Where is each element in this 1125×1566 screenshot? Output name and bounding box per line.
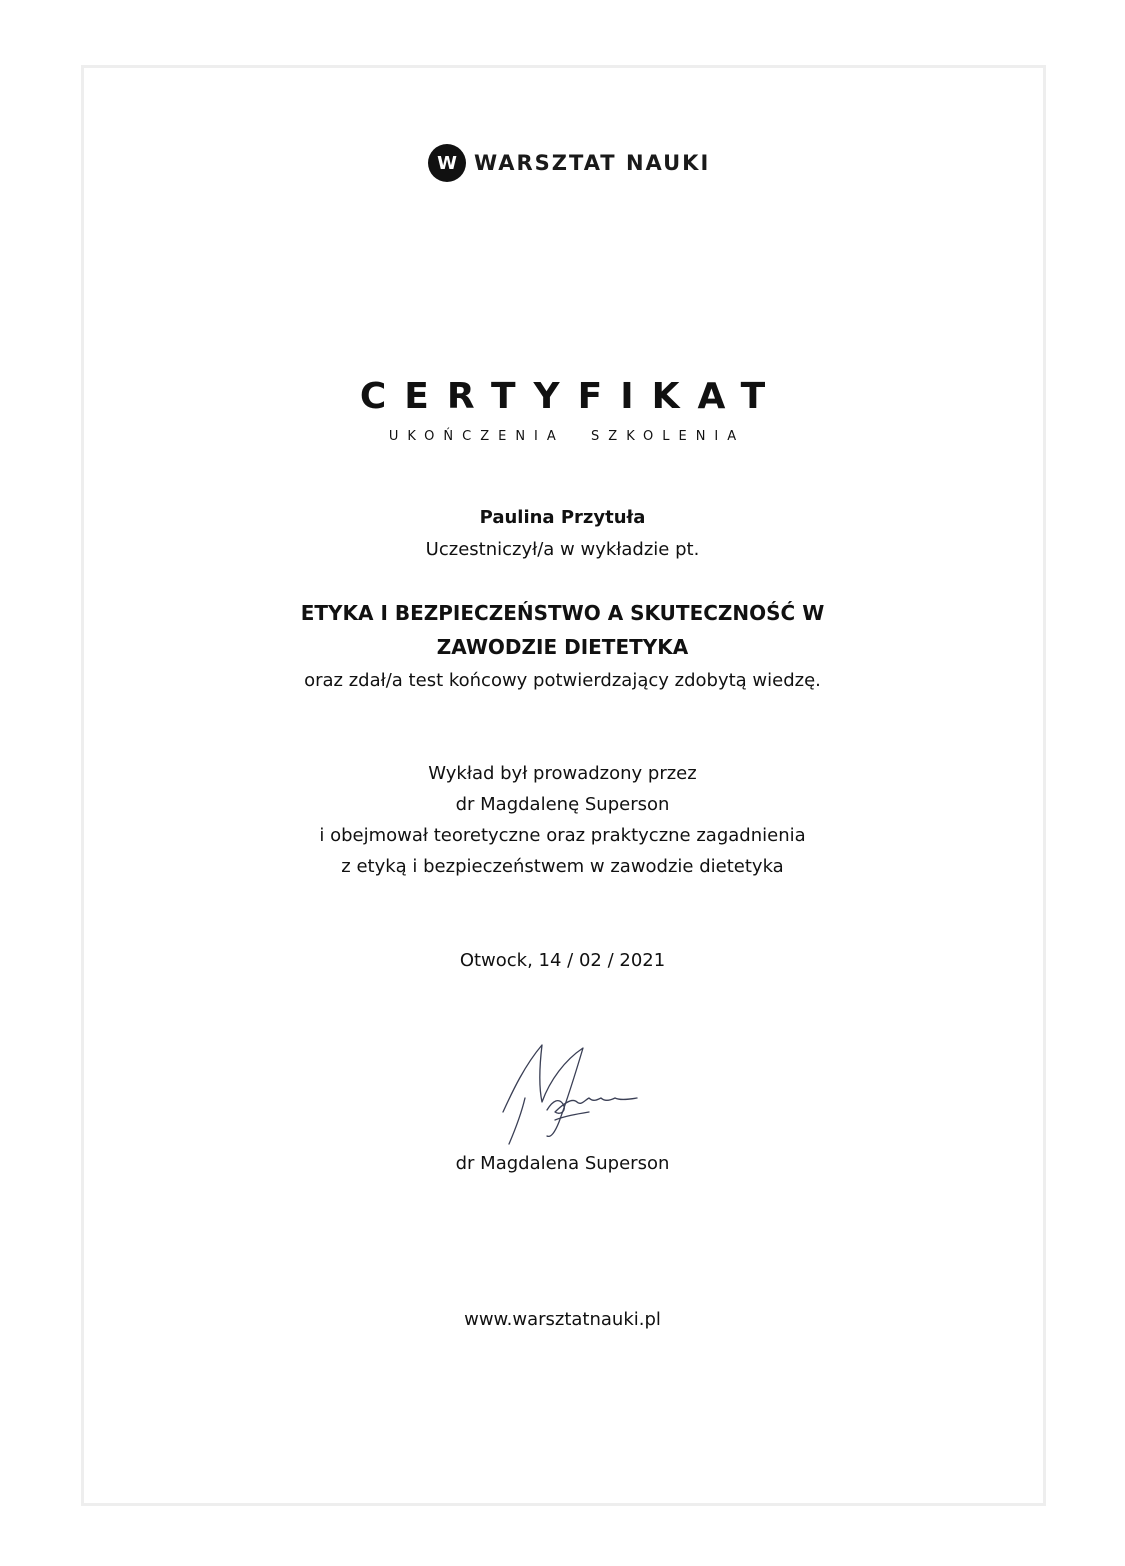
place-date: Otwock, 14 / 02 / 2021 <box>459 950 666 971</box>
lecturer-name: dr Magdalenę Superson <box>455 794 670 815</box>
participated-line: Uczestniczył/a w wykładzie pt. <box>425 539 700 560</box>
handwritten-signature <box>495 1040 645 1150</box>
passed-line: oraz zdał/a test końcowy potwierdzający zdobytą wiedzę. <box>304 670 821 691</box>
course-title-line-2: ZAWODZIE DIETETYKA <box>436 635 689 659</box>
course-title <box>0 596 1125 664</box>
website-url[interactable]: www.warsztatnauki.pl <box>464 1309 661 1330</box>
scope-line-2: z etyką i bezpieczeństwem w zawodzie dietetyka <box>341 856 784 877</box>
signatory-name: dr Magdalena Superson <box>455 1153 670 1174</box>
scope-line-1: i obejmował teoretyczne oraz praktyczne zagadnienia <box>319 825 806 846</box>
brand-logo <box>428 144 710 182</box>
logo-text: WARSZTAT NAUKI <box>474 151 711 175</box>
participant-name: Paulina Przytuła <box>479 507 646 528</box>
signature-drawing <box>495 1040 645 1150</box>
certificate-subtitle: UKOŃCZENIA SZKOLENIA <box>388 429 746 444</box>
course-title-line-1: ETYKA I BEZPIECZEŃSTWO A SKUTECZNOŚĆ W <box>300 601 825 625</box>
logo-w-icon: W <box>428 144 466 182</box>
certificate-title: CERTYFIKAT <box>359 376 784 417</box>
lecturer-intro: Wykład był prowadzony przez <box>428 763 697 784</box>
